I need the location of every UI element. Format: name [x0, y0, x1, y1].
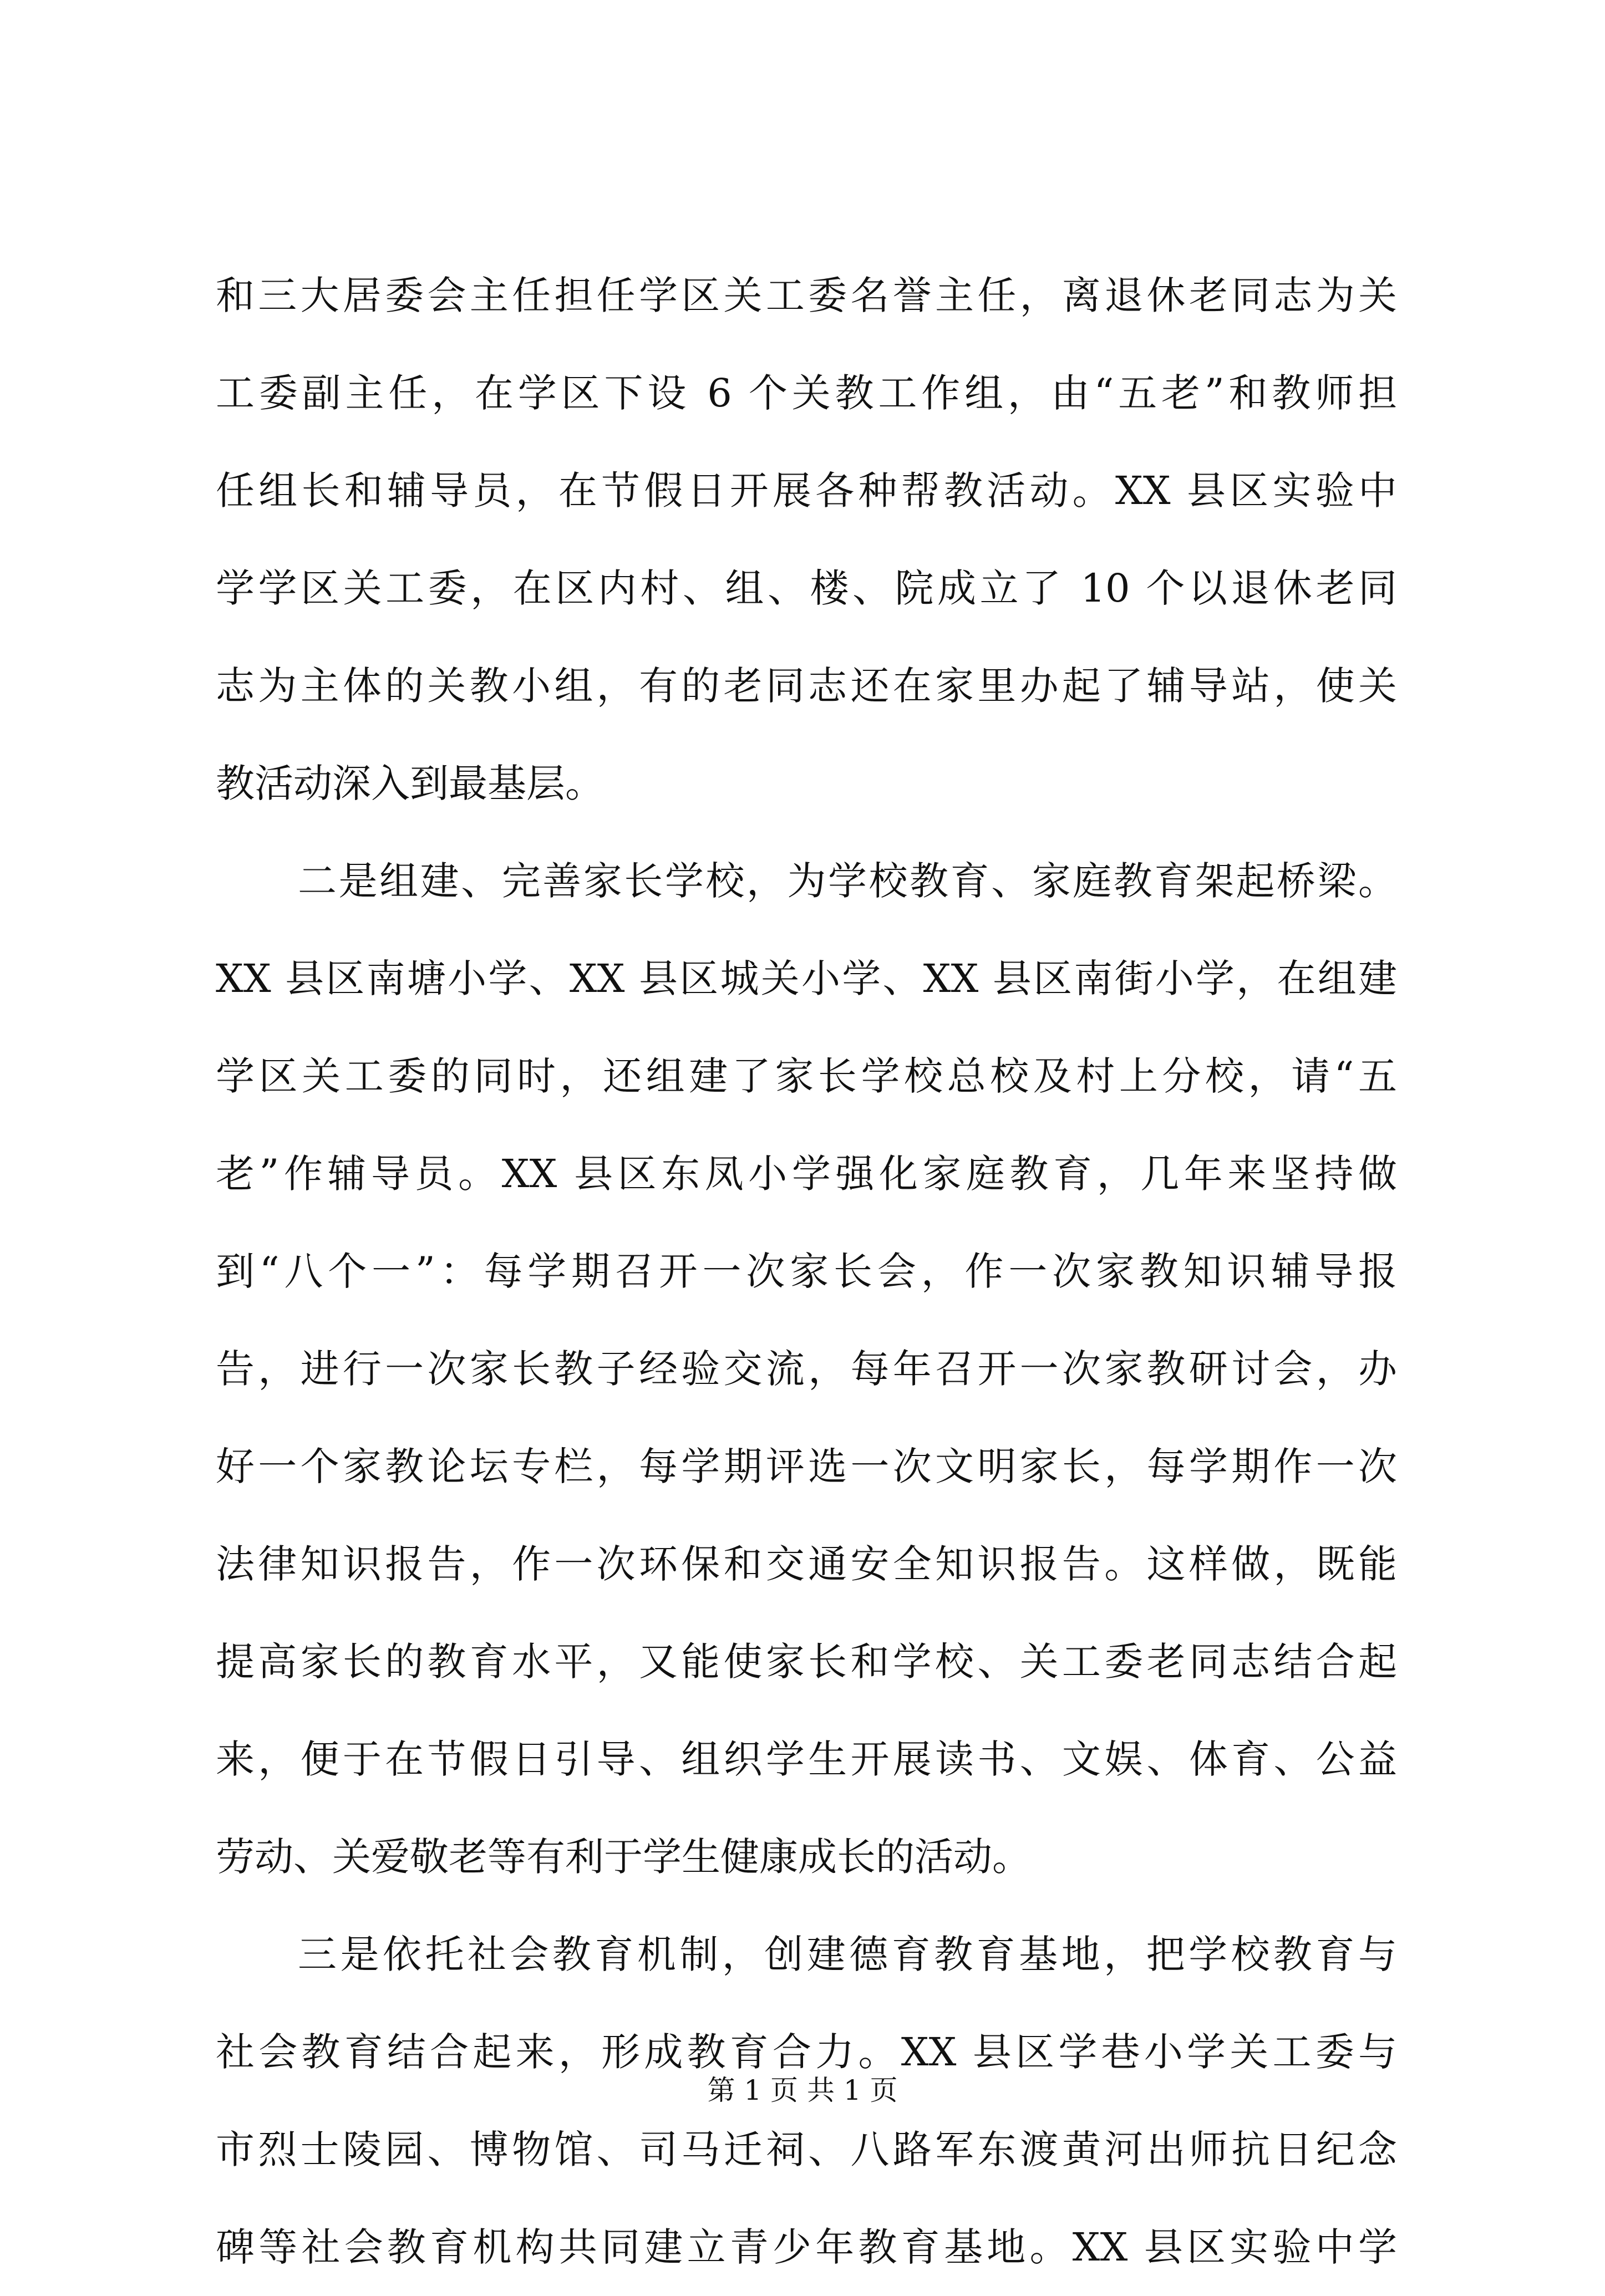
paragraph-3-line-1: 三是依托社会教育机制，创建德育教育基地，把学校教育与 [298, 1932, 1397, 1977]
paragraph-2-line-4: 老”作辅导员。XX 县区东凤小学强化家庭教育，几年来坚持做 [216, 1151, 1397, 1197]
page-footer [0, 2071, 1605, 2110]
paragraph-1-line-4: 学学区关工委，在区内村、组、楼、院成立了 10 个以退休老同 [216, 566, 1397, 611]
paragraph-2-line-11: 劳动、关爱敬老等有利于学生健康成长的活动。 [216, 1834, 1031, 1880]
paragraph-2-line-5: 到“八个一”：每学期召开一次家长会，作一次家教知识辅导报 [216, 1249, 1397, 1294]
paragraph-2-line-8: 法律知识报告，作一次环保和交通安全知识报告。这样做，既能 [216, 1541, 1397, 1587]
paragraph-1-line-2: 工委副主任，在学区下设 6 个关教工作组，由“五老”和教师担 [216, 370, 1397, 416]
body-text [216, 247, 1397, 2296]
paragraph-2-line-3: 学区关工委的同时，还组建了家长学校总校及村上分校，请“五 [216, 1053, 1397, 1099]
paragraph-1-line-1: 和三大居委会主任担任学区关工委名誉主任，离退休老同志为关 [216, 273, 1397, 318]
paragraph-2-line-7: 好一个家教论坛专栏，每学期评选一次文明家长，每学期作一次 [216, 1444, 1397, 1489]
paragraph-3-line-2: 社会教育结合起来，形成教育合力。XX 县区学巷小学关工委与 [216, 2029, 1397, 2075]
paragraph-1-line-6: 教活动深入到最基层。 [216, 761, 604, 806]
paragraph-1-line-3: 任组长和辅导员，在节假日开展各种帮教活动。XX 县区实验中 [216, 468, 1397, 513]
paragraph-2-line-6: 告，进行一次家长教子经验交流，每年召开一次家教研讨会，办 [216, 1346, 1397, 1392]
paragraph-3-line-4: 碑等社会教育机构共同建立青少年教育基地。XX 县区实验中学 [216, 2224, 1397, 2270]
paragraph-3-line-3: 市烈士陵园、博物馆、司马迁祠、八路军东渡黄河出师抗日纪念 [216, 2127, 1397, 2172]
paragraph-2-line-1: 二是组建、完善家长学校，为学校教育、家庭教育架起桥梁。 [298, 858, 1397, 904]
paragraph-1-line-5: 志为主体的关教小组，有的老同志还在家里办起了辅导站，使关 [216, 663, 1397, 709]
paragraph-2-line-2: XX 县区南塘小学、XX 县区城关小学、XX 县区南街小学，在组建 [216, 956, 1397, 1001]
paragraph-2-line-9: 提高家长的教育水平，又能使家长和学校、关工委老同志结合起 [216, 1639, 1397, 1684]
paragraph-2-line-10: 来，便于在节假日引导、组织学生开展读书、文娱、体育、公益 [216, 1737, 1397, 1782]
page-number-label: 第 1 页 共 1 页 [707, 2074, 898, 2106]
